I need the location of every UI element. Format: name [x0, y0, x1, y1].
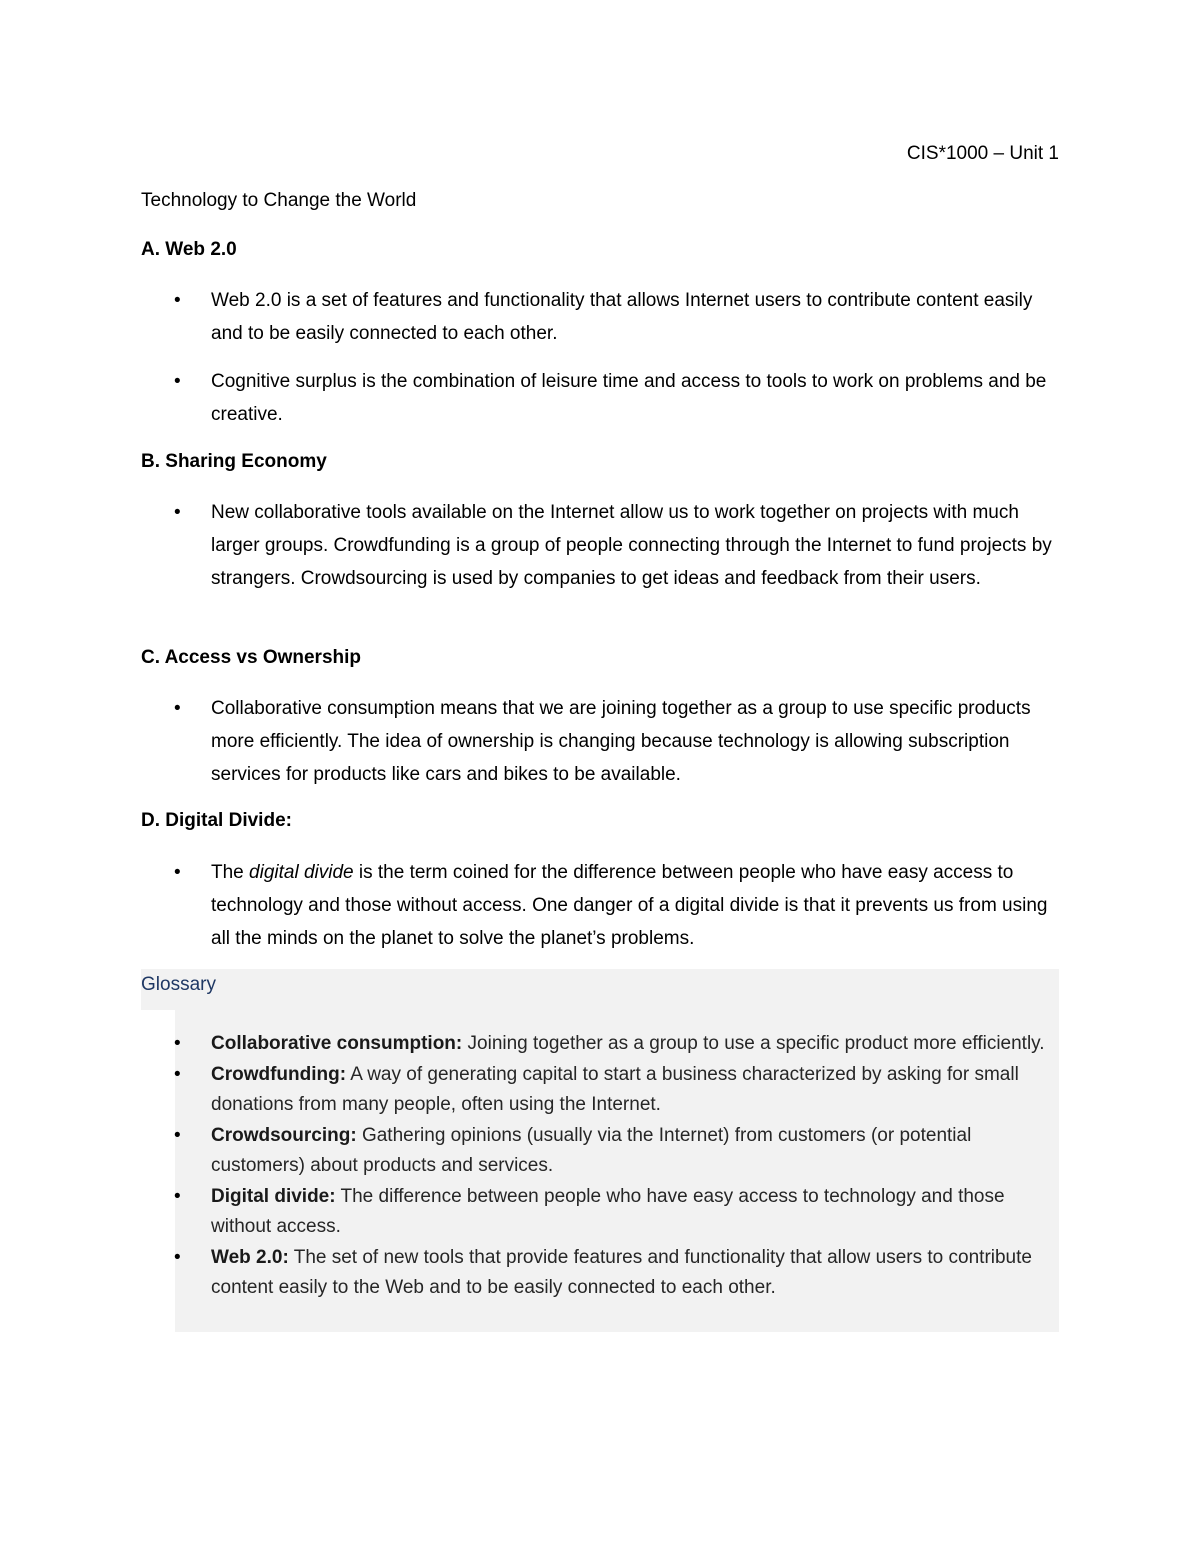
bullet-icon: • [174, 290, 181, 311]
section-heading-digital-divide: D. Digital Divide: [141, 810, 292, 831]
bullet-text-after: is the term coined for the difference between people who have easy access to technology and those without access. One danger of a digital divide is that it prevents us from using all the minds on the planet to solve the planet’s problems. [211, 862, 1048, 949]
section-heading-sharing-economy: B. Sharing Economy [141, 451, 327, 472]
glossary-box [141, 969, 1059, 1332]
bullet-text-italic: digital divide [249, 862, 354, 883]
section-list-web20 [141, 284, 1059, 431]
glossary-term: Crowdsourcing: [211, 1124, 357, 1146]
glossary-background [141, 969, 1059, 1010]
course-header: CIS*1000 – Unit 1 [906, 143, 1059, 164]
bullet-icon: • [174, 698, 181, 719]
glossary-list [141, 1029, 1059, 1304]
bullet-icon: • [174, 371, 181, 392]
glossary-term: Crowdfunding: [211, 1063, 347, 1085]
bullet-icon: • [174, 1033, 181, 1054]
bullet-icon: • [174, 1063, 181, 1085]
glossary-definition: Gathering opinions (usually via the Internet) from customers (or potential customers) about products and services. [211, 1124, 972, 1176]
bullet-text-before: The [211, 862, 250, 883]
glossary-item [141, 1182, 1059, 1243]
glossary-term: Web 2.0: [211, 1246, 289, 1268]
glossary-item [141, 1060, 1059, 1121]
glossary-title: Glossary [141, 974, 216, 995]
list-item [141, 284, 1059, 350]
section-list-sharing-economy [141, 496, 1059, 595]
glossary-item [141, 1243, 1059, 1304]
list-item [141, 496, 1059, 595]
glossary-definition: A way of generating capital to start a business characterized by asking for small donations from many people, often using the Internet. [211, 1063, 1019, 1115]
glossary-term: Collaborative consumption: [211, 1033, 463, 1054]
bullet-icon: • [174, 1124, 181, 1146]
list-item [141, 692, 1059, 791]
glossary-definition: The difference between people who have easy access to technology and those without access. [211, 1185, 1005, 1237]
glossary-term: Digital divide: [211, 1185, 336, 1207]
section-list-access-ownership [141, 692, 1059, 791]
bullet-icon: • [174, 1185, 181, 1207]
bullet-icon: • [174, 862, 181, 883]
section-list-digital-divide [141, 856, 1059, 955]
bullet-text: Cognitive surplus is the combination of leisure time and access to tools to work on problems and be creative. [211, 371, 1047, 425]
bullet-text: Web 2.0 is a set of features and functionality that allows Internet users to contribute content easily and to be easily connected to each other. [211, 290, 1033, 344]
bullet-icon: • [174, 502, 181, 523]
glossary-item [141, 1029, 1059, 1060]
list-item [141, 365, 1059, 431]
bullet-icon: • [174, 1246, 181, 1268]
bullet-text: Collaborative consumption means that we are joining together as a group to use specific products more efficiently. The idea of ownership is changing because technology is allowing subscription services for products like cars and bikes to be available. [211, 698, 1031, 785]
bullet-text: New collaborative tools available on the Internet allow us to work together on projects with much larger groups. Crowdfunding is a group of people connecting through the Internet to fund projects by strangers. Crowdsourcing is used by companies to get ideas and feedback from their users. [211, 502, 1052, 589]
glossary-definition: The set of new tools that provide features and functionality that allow users to contribute content easily to the Web and to be easily connected to each other. [211, 1246, 1032, 1298]
document-title: Technology to Change the World [141, 190, 417, 211]
glossary-item [141, 1121, 1059, 1182]
section-heading-web20: A. Web 2.0 [141, 239, 237, 260]
glossary-definition: Joining together as a group to use a specific product more efficiently. [462, 1033, 1045, 1054]
section-heading-access-ownership: C. Access vs Ownership [141, 647, 362, 668]
list-item [141, 856, 1059, 955]
